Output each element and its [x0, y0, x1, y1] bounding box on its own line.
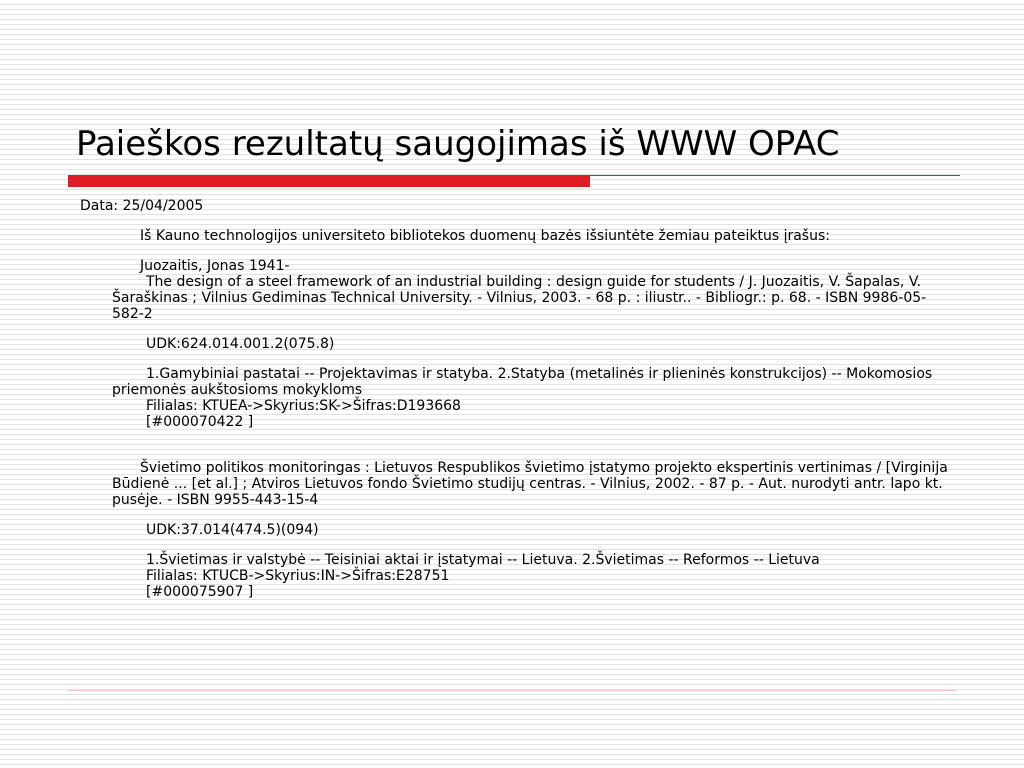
record-id: [#000075907 ]: [146, 584, 254, 600]
slide-title: Paieškos rezultatų saugojimas iš WWW OPAC: [76, 124, 840, 164]
opac-export-text: [80, 198, 950, 600]
footer-rule: [68, 690, 956, 691]
title-underline-bar: [68, 175, 590, 187]
record-udk: UDK:624.014.001.2(075.8): [146, 336, 335, 352]
record-subjects: 1.Švietimas ir valstybė -- Teisiniai aktai ir įstatymai -- Lietuva. 2.Švietimas -- Reformos -- Lietuva: [146, 552, 820, 568]
export-date: Data: 25/04/2005: [80, 198, 204, 214]
record-1: [80, 258, 950, 430]
record-subjects: 1.Gamybiniai pastatai -- Projektavimas ir statyba. 2.Statyba (metalinės ir plieninės konstrukcijos) -- Mokomosios priemonės aukštosioms mokykloms: [112, 366, 933, 398]
record-location: Filialas: KTUEA->Skyrius:SK->Šifras:D193668: [146, 398, 461, 414]
record-description: Švietimo politikos monitoringas : Lietuvos Respublikos švietimo įstatymo projekto ekspertinis vertinimas / [Virginija Būdienė ... [et al.] ; Atviros Lietuvos fondo Švietimo studijų centras. - Vilnius, 2002. - 87 p. - Aut. nurodyti antr. lapo kt. pusėje. - ISBN 9955-443-15-4: [112, 460, 948, 508]
record-id: [#000070422 ]: [146, 414, 254, 430]
export-intro: Iš Kauno technologijos universiteto bibliotekos duomenų bazės išsiuntėte žemiau pateiktus įrašus:: [140, 228, 830, 244]
record-udk: UDK:37.014(474.5)(094): [146, 522, 319, 538]
record-location: Filialas: KTUCB->Skyrius:IN->Šifras:E28751: [146, 568, 450, 584]
record-author: Juozaitis, Jonas 1941-: [140, 258, 290, 274]
record-2: [80, 460, 950, 600]
title-underline-line: [590, 175, 960, 176]
record-description: The design of a steel framework of an industrial building : design guide for students / J. Juozaitis, V. Šapalas, V. Šaraškinas ; Vilnius Gediminas Technical University. - Vilnius, 2003. - 68 p. : iliustr.. - Bibliogr.: p. 68. - ISBN 9986-05-582-2: [112, 274, 927, 322]
